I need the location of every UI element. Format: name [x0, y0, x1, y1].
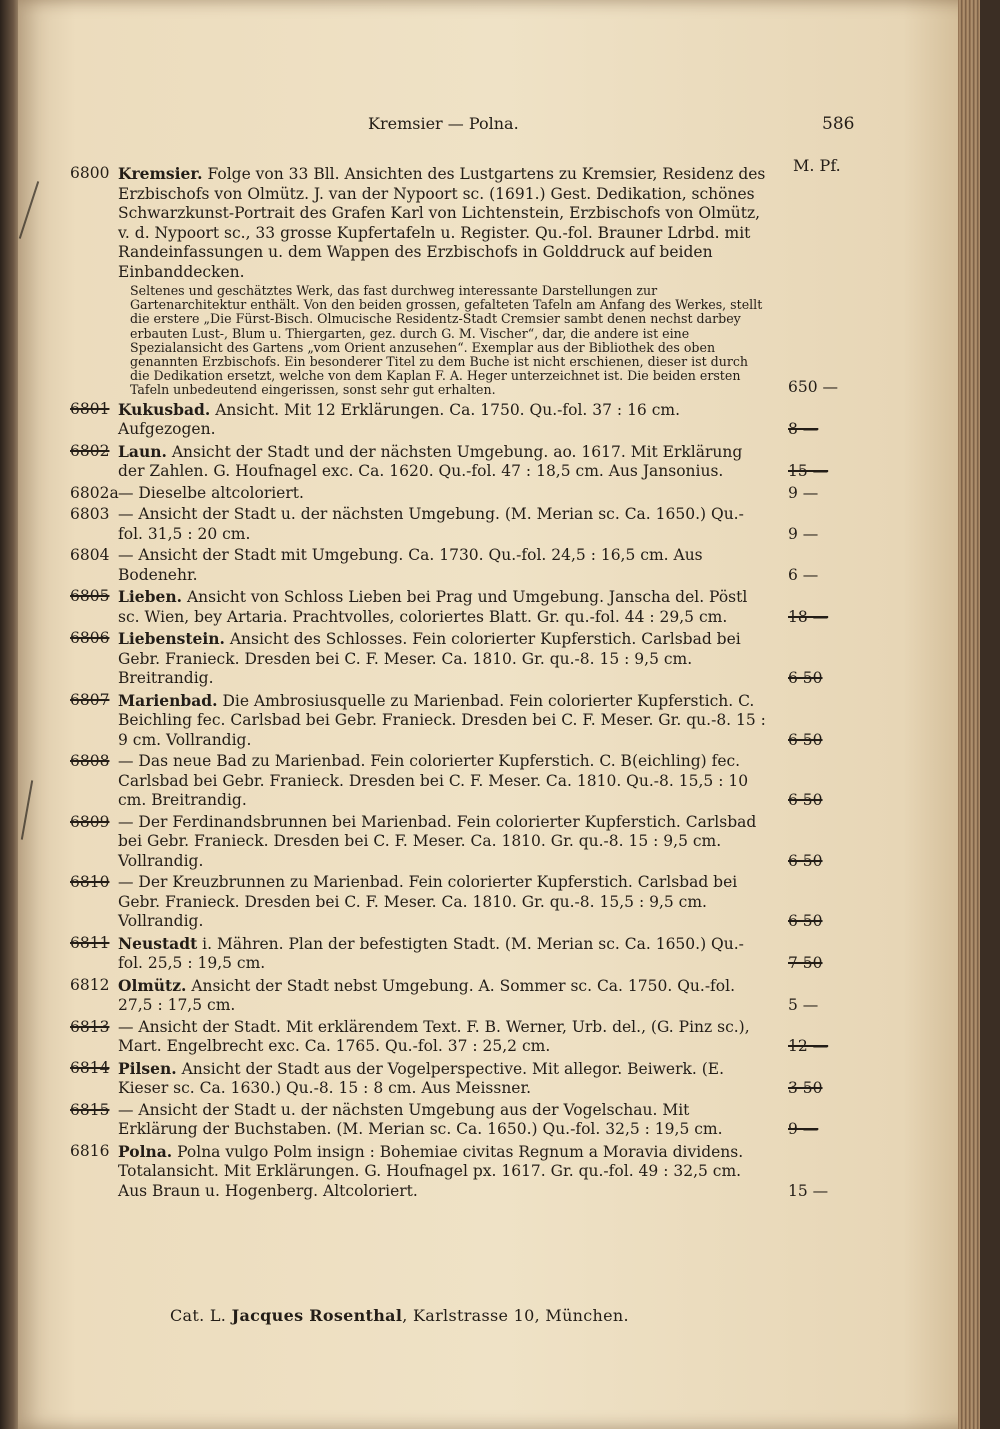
entry-description [118, 546, 768, 585]
entry-text: — Das neue Bad zu Marienbad. Fein colorierter Kupferstich. C. B(eichling) fec. Carlsbad bei Gebr. Franieck. Dresden bei C. F. Meser. Ca. 1810. Qu.-8. 15,5 : 10 cm. Breitrandig. [118, 752, 749, 810]
catalog-entry [70, 164, 870, 398]
currency-column-header: M. Pf. [793, 156, 841, 175]
entry-text: — Dieselbe altcoloriert. [118, 483, 304, 502]
entry-price: 6 50 [788, 912, 823, 931]
entry-number: 6802a [70, 483, 119, 502]
catalog-entry [70, 934, 870, 974]
entry-description [118, 1059, 768, 1099]
page-title: Kremsier — Polna. [368, 114, 519, 133]
page-number: 586 [822, 114, 855, 134]
entry-description [118, 442, 768, 482]
entry-description [118, 505, 768, 544]
entry-number: 6802 [70, 441, 110, 460]
entry-number: 6800 [70, 164, 110, 182]
entry-text: Ansicht. Mit 12 Erklärungen. Ca. 1750. Qu.-fol. 37 : 16 cm. Aufgezogen. [118, 400, 681, 439]
entry-text: Ansicht des Schlosses. Fein colorierter Kupferstich. Carlsbad bei Gebr. Franieck. Dresden bei C. F. Meser. Ca. 1810. Gr. qu.-8. 15 : 9,5 cm. Breitrandig. [118, 630, 741, 688]
entry-price: 7 50 [788, 954, 823, 973]
footer-dealer-name: Jacques Rosenthal [231, 1306, 403, 1325]
entry-price: 9 — [788, 524, 819, 543]
catalog-entry [70, 400, 870, 440]
entry-description [118, 976, 768, 1016]
entry-title: Neustadt [118, 933, 198, 953]
entry-price: 9 — [788, 483, 819, 502]
entry-price: 15 — [788, 1181, 829, 1200]
entry-price: 3 50 [788, 1079, 823, 1098]
entry-text: Ansicht der Stadt und der nächsten Umgebung. ao. 1617. Mit Erklärung der Zahlen. G. Houfnagel exc. Ca. 1620. Qu.-fol. 47 : 18,5 cm. Aus Jansonius. [118, 442, 743, 481]
entry-description [118, 813, 768, 872]
entry-description [118, 691, 768, 751]
entry-number: 6804 [70, 546, 110, 565]
entry-number: 6803 [70, 505, 110, 524]
entry-text: — Ansicht der Stadt u. der nächsten Umgebung aus der Vogelschau. Mit Erklärung der Buchstaben. (M. Merian sc. Ca. 1650.) Qu.-fol. 32,5 : 19,5 cm. [118, 1100, 723, 1139]
entry-title: Pilsen. [118, 1058, 177, 1078]
entry-price: 6 — [788, 565, 819, 584]
entry-description [118, 164, 768, 282]
page-edge [958, 0, 980, 1429]
entry-number: 6815 [70, 1100, 110, 1119]
entry-text: Ansicht der Stadt nebst Umgebung. A. Sommer sc. Ca. 1750. Qu.-fol. 27,5 : 17,5 cm. [118, 976, 736, 1015]
entry-price: 15 — [788, 462, 829, 481]
entry-price: 6 50 [788, 791, 823, 810]
entry-description [118, 1142, 768, 1202]
entry-title: Kukusbad. [118, 399, 211, 419]
catalog-entry [70, 976, 870, 1016]
entry-price: 6 50 [788, 851, 823, 870]
entry-text: — Ansicht der Stadt mit Umgebung. Ca. 1730. Qu.-fol. 24,5 : 16,5 cm. Aus Bodenehr. [118, 546, 703, 584]
catalog-entry [70, 546, 870, 585]
entry-text: Folge von 33 Bll. Ansichten des Lustgartens zu Kremsier, Residenz des Erzbischofs von Olmütz. J. van der Nypoort sc. (1691.) Gest. Dedikation, schönes Schwarzkunst-Portrait des Grafen Karl von Lichtenstein, Erzbischofs von Olmütz, v. d. Nypoort sc., 33 grosse Kupfertafeln u. Register. Qu.-fol. Brauner Ldrbd. mit Randeinfassungen u. dem Wappen des Erzbischofs in Golddruck auf beiden Einbanddecken. [118, 165, 766, 281]
catalog-entry [70, 1059, 870, 1099]
entry-description [118, 1101, 768, 1140]
entry-number: 6816 [70, 1141, 110, 1160]
entry-price: 6 50 [788, 730, 823, 749]
entry-title: Olmütz. [118, 975, 187, 995]
entry-number: 6809 [70, 812, 110, 831]
catalog-entry [70, 442, 870, 482]
entry-text: — Ansicht der Stadt. Mit erklärendem Text. F. B. Werner, Urb. del., (G. Pinz sc.), Mart. Engelbrecht exc. Ca. 1765. Qu.-fol. 37 : 25,2 cm. [118, 1017, 750, 1056]
entry-text: Die Ambrosiusquelle zu Marienbad. Fein colorierter Kupferstich. C. Beichling fec. Carlsbad bei Gebr. Franieck. Dresden bei C. F. Meser. Gr. qu.-8. 15 : 9 cm. Vollrandig. [118, 691, 766, 749]
entry-description [118, 873, 768, 932]
entry-price: 650 — [788, 378, 839, 397]
catalog-entry [70, 691, 870, 751]
entry-description [118, 1018, 768, 1057]
entry-price: 5 — [788, 996, 819, 1015]
page-footer [170, 1306, 629, 1325]
entry-price: 9 — [788, 1120, 819, 1139]
entry-title: Lieben. [118, 587, 183, 607]
entry-number: 6808 [70, 752, 110, 771]
entry-number: 6812 [70, 975, 110, 994]
catalog-entries [70, 164, 870, 1203]
catalog-entry [70, 587, 870, 627]
catalog-entry [70, 505, 870, 544]
entry-note: Seltenes und geschätztes Werk, das fast durchweg interessante Darstellungen zur Gartenarchitektur enthält. Von den beiden grossen, gefalteten Tafeln am Anfang des Werkes, stellt die erstere „Die Fürst-Bisch. Olmucische Residentz-Stadt Cremsier sambt denen nechst darbey erbauten Lust-, Blum u. Thiergarten, gez. durch G. M. Vischer“, dar, die andere ist eine Spezialansicht des Gartens „vom Orient anzusehen“. Exemplar aus der Bibliothek des oben genannten Erzbischofs. Ein besonderer Titel zu dem Buche ist nicht erschienen, dieser ist durch die Dedikation ersetzt, welche von dem Kaplan F. A. Heger unterzeichnet ist. Die beiden ersten Tafeln unbedeutend eingerissen, sonst sehr gut erhalten. [130, 283, 763, 398]
entry-text: — Der Ferdinandsbrunnen bei Marienbad. Fein colorierter Kupferstich. Carlsbad bei Gebr. Franieck. Dresden bei C. F. Meser. Ca. 1810. Gr. qu.-8. 15 : 9,5 cm. Vollrandig. [118, 812, 757, 870]
catalog-entry [70, 752, 870, 811]
entry-price: 12 — [788, 1037, 829, 1056]
entry-number: 6811 [70, 933, 110, 952]
entry-number: 6810 [70, 873, 110, 892]
entry-text: Ansicht der Stadt aus der Vogelperspective. Mit allegor. Beiwerk. (E. Kieser sc. Ca. 1630.) Qu.-8. 15 : 8 cm. Aus Meissner. [118, 1059, 725, 1098]
entry-number: 6813 [70, 1017, 110, 1036]
entry-text: — Der Kreuzbrunnen zu Marienbad. Fein colorierter Kupferstich. Carlsbad bei Gebr. Franieck. Dresden bei C. F. Meser. Ca. 1810. Gr. qu.-8. 15,5 : 9,5 cm. Vollrandig. [118, 873, 738, 931]
entry-price: 8 — [788, 420, 819, 439]
footer-address: , Karlstrasse 10, München. [402, 1306, 629, 1325]
catalog-entry [70, 813, 870, 872]
catalog-entry [70, 873, 870, 932]
entry-number: 6806 [70, 629, 110, 648]
entry-title: Marienbad. [118, 690, 218, 710]
entry-text: — Ansicht der Stadt u. der nächsten Umgebung. (M. Merian sc. Ca. 1650.) Qu.-fol. 31,5 : 20 cm. [118, 505, 744, 543]
footer-prefix: Cat. L. [170, 1306, 227, 1325]
entry-description [118, 934, 768, 974]
entry-text: Polna vulgo Polm insign : Bohemiae civitas Regnum a Moravia dividens. Totalansicht. Mit Erklärungen. G. Houfnagel px. 1617. Gr. qu.-fol. 49 : 32,5 cm. Aus Braun u. Hogenberg. Altcoloriert. [118, 1142, 744, 1200]
catalog-entry [70, 1018, 870, 1057]
entry-number: 6814 [70, 1058, 110, 1077]
catalog-entry [70, 484, 870, 504]
entry-title: Kremsier. [118, 164, 203, 183]
catalog-entry [70, 1142, 870, 1202]
entry-description [118, 484, 768, 504]
entry-number: 6807 [70, 690, 110, 709]
entry-description [118, 400, 768, 440]
entry-price: 6 50 [788, 669, 823, 688]
entry-title: Liebenstein. [118, 629, 225, 649]
entry-title: Laun. [118, 441, 167, 461]
entry-description [118, 629, 768, 689]
entry-number: 6805 [70, 587, 110, 606]
entry-text: Ansicht von Schloss Lieben bei Prag und Umgebung. Janscha del. Pöstl sc. Wien, bey Artaria. Prachtvolles, coloriertes Blatt. Gr. qu.-fol. 44 : 29,5 cm. [118, 588, 748, 626]
entry-title: Polna. [118, 1141, 173, 1161]
entry-number: 6801 [70, 399, 110, 418]
catalog-entry [70, 629, 870, 689]
entry-description [118, 587, 768, 627]
entry-text: i. Mähren. Plan der befestigten Stadt. (M. Merian sc. Ca. 1650.) Qu.-fol. 25,5 : 19,5 cm. [118, 934, 744, 973]
entry-price: 18 — [788, 607, 829, 626]
catalog-entry [70, 1101, 870, 1140]
entry-description [118, 752, 768, 811]
